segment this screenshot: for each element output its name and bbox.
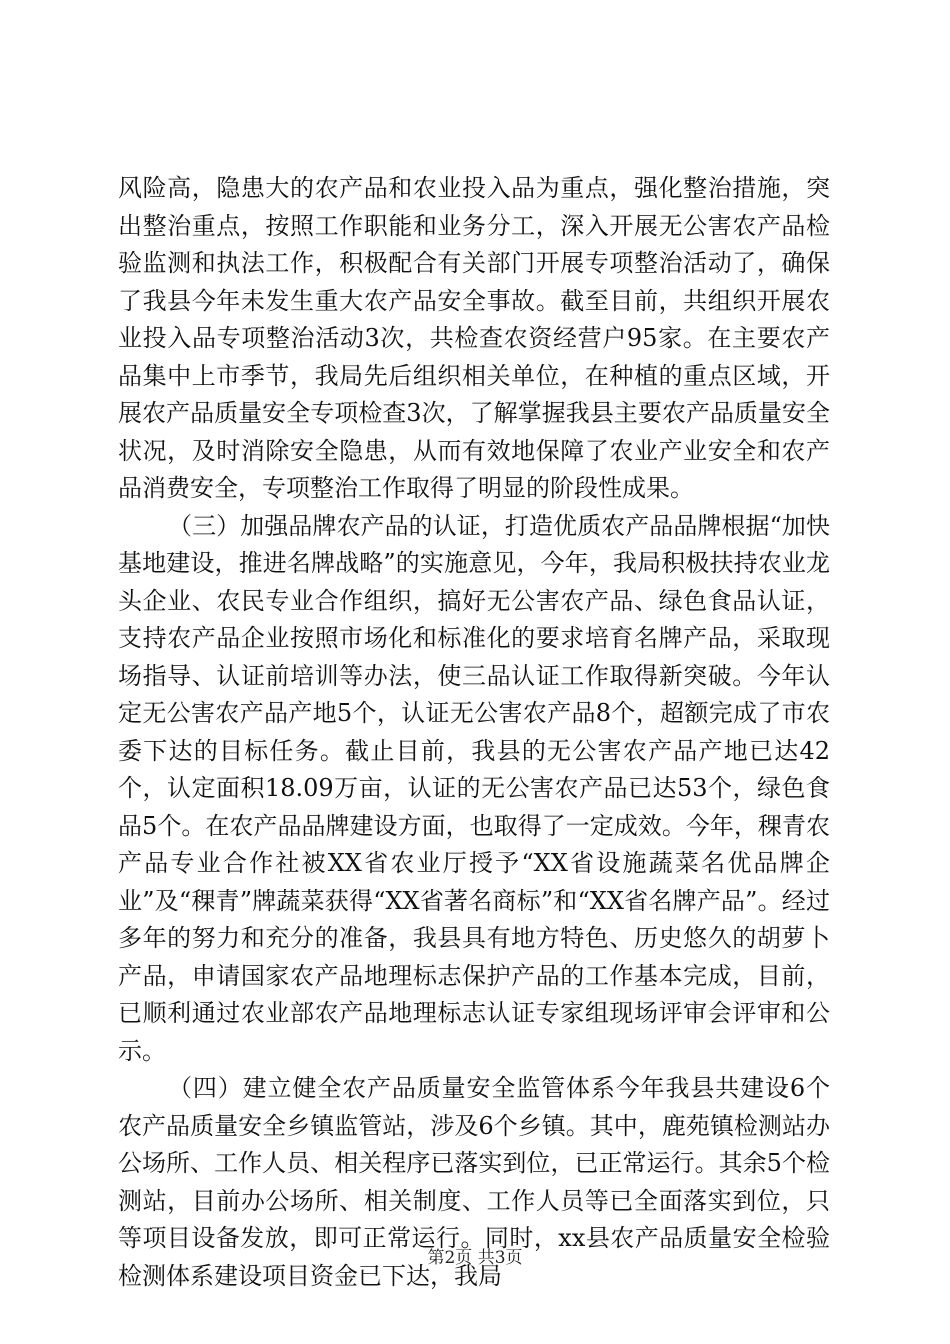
paragraph-continuation: 风险高，隐患大的农产品和农业投入品为重点，强化整治措施，突出整治重点，按照工作职能和业务分工，深入开展无公害农产品检验监测和执法工作，积极配合有关部门开展专项整治活动了，确保了我县今年未发生重大农产品安全事故。截至目前，共组织开展农业投入品专项整治活动3次，共检查农资经营户95家。在主要农产品集中上市季节，我局先后组织相关单位，在种植的重点区域，开展农产品质量安全专项检查3次，了解掌握我县主要农产品质量安全状况，及时消除安全隐患，从而有效地保障了农业产业安全和农产品消费安全，专项整治工作取得了明显的阶段性成果。	[118, 174, 830, 502]
paragraph-section-three: （三）加强品牌农产品的认证，打造优质农产品品牌根据“加快基地建设，推进名牌战略”的实施意见，今年，我局积极扶持农业龙头企业、农民专业合作组织，搞好无公害农产品、绿色食品认证，支持农产品企业按照市场化和标准化的要求培育名牌产品，采取现场指导、认证前培训等办法，使三品认证工作取得新突破。今年认定无公害农产品产地5个，认证无公害农产品8个，超额完成了市农委下达的目标任务。截止目前，我县的无公害农产品产地已达42个，认定面积18.09万亩，认证的无公害农产品已达53个，绿色食品5个。在农产品品牌建设方面，也取得了一定成效。今年，稞青农产品专业合作社被XX省农业厅授予“XX省设施蔬菜名优品牌企业”及“稞青”牌蔬菜获得“XX省著名商标”和“XX省名牌产品”。经过多年的努力和充分的准备，我县具有地方特色、历史悠久的胡萝卜产品，申请国家农产品地理标志保护产品的工作基本完成，目前，已顺利通过农业部农产品地理标志认证专家组现场评审会评审和公示。	[118, 511, 830, 1065]
page-number-footer: 第2页 共3页	[427, 1248, 523, 1268]
paragraph-section-four: （四）建立健全农产品质量安全监管体系今年我县共建设6个农产品质量安全乡镇监管站，涉及6个乡镇。其中，鹿苑镇检测站办公场所、工作人员、相关程序已落实到位，已正常运行。其余5个检测站，目前办公场所、相关制度、工作人员等已全面落实到位，只等项目设备发放，即可正常运行。同时，xx县农产品质量安全检验检测体系建设项目资金已下达，我局	[118, 1074, 830, 1290]
document-body	[118, 170, 830, 1295]
